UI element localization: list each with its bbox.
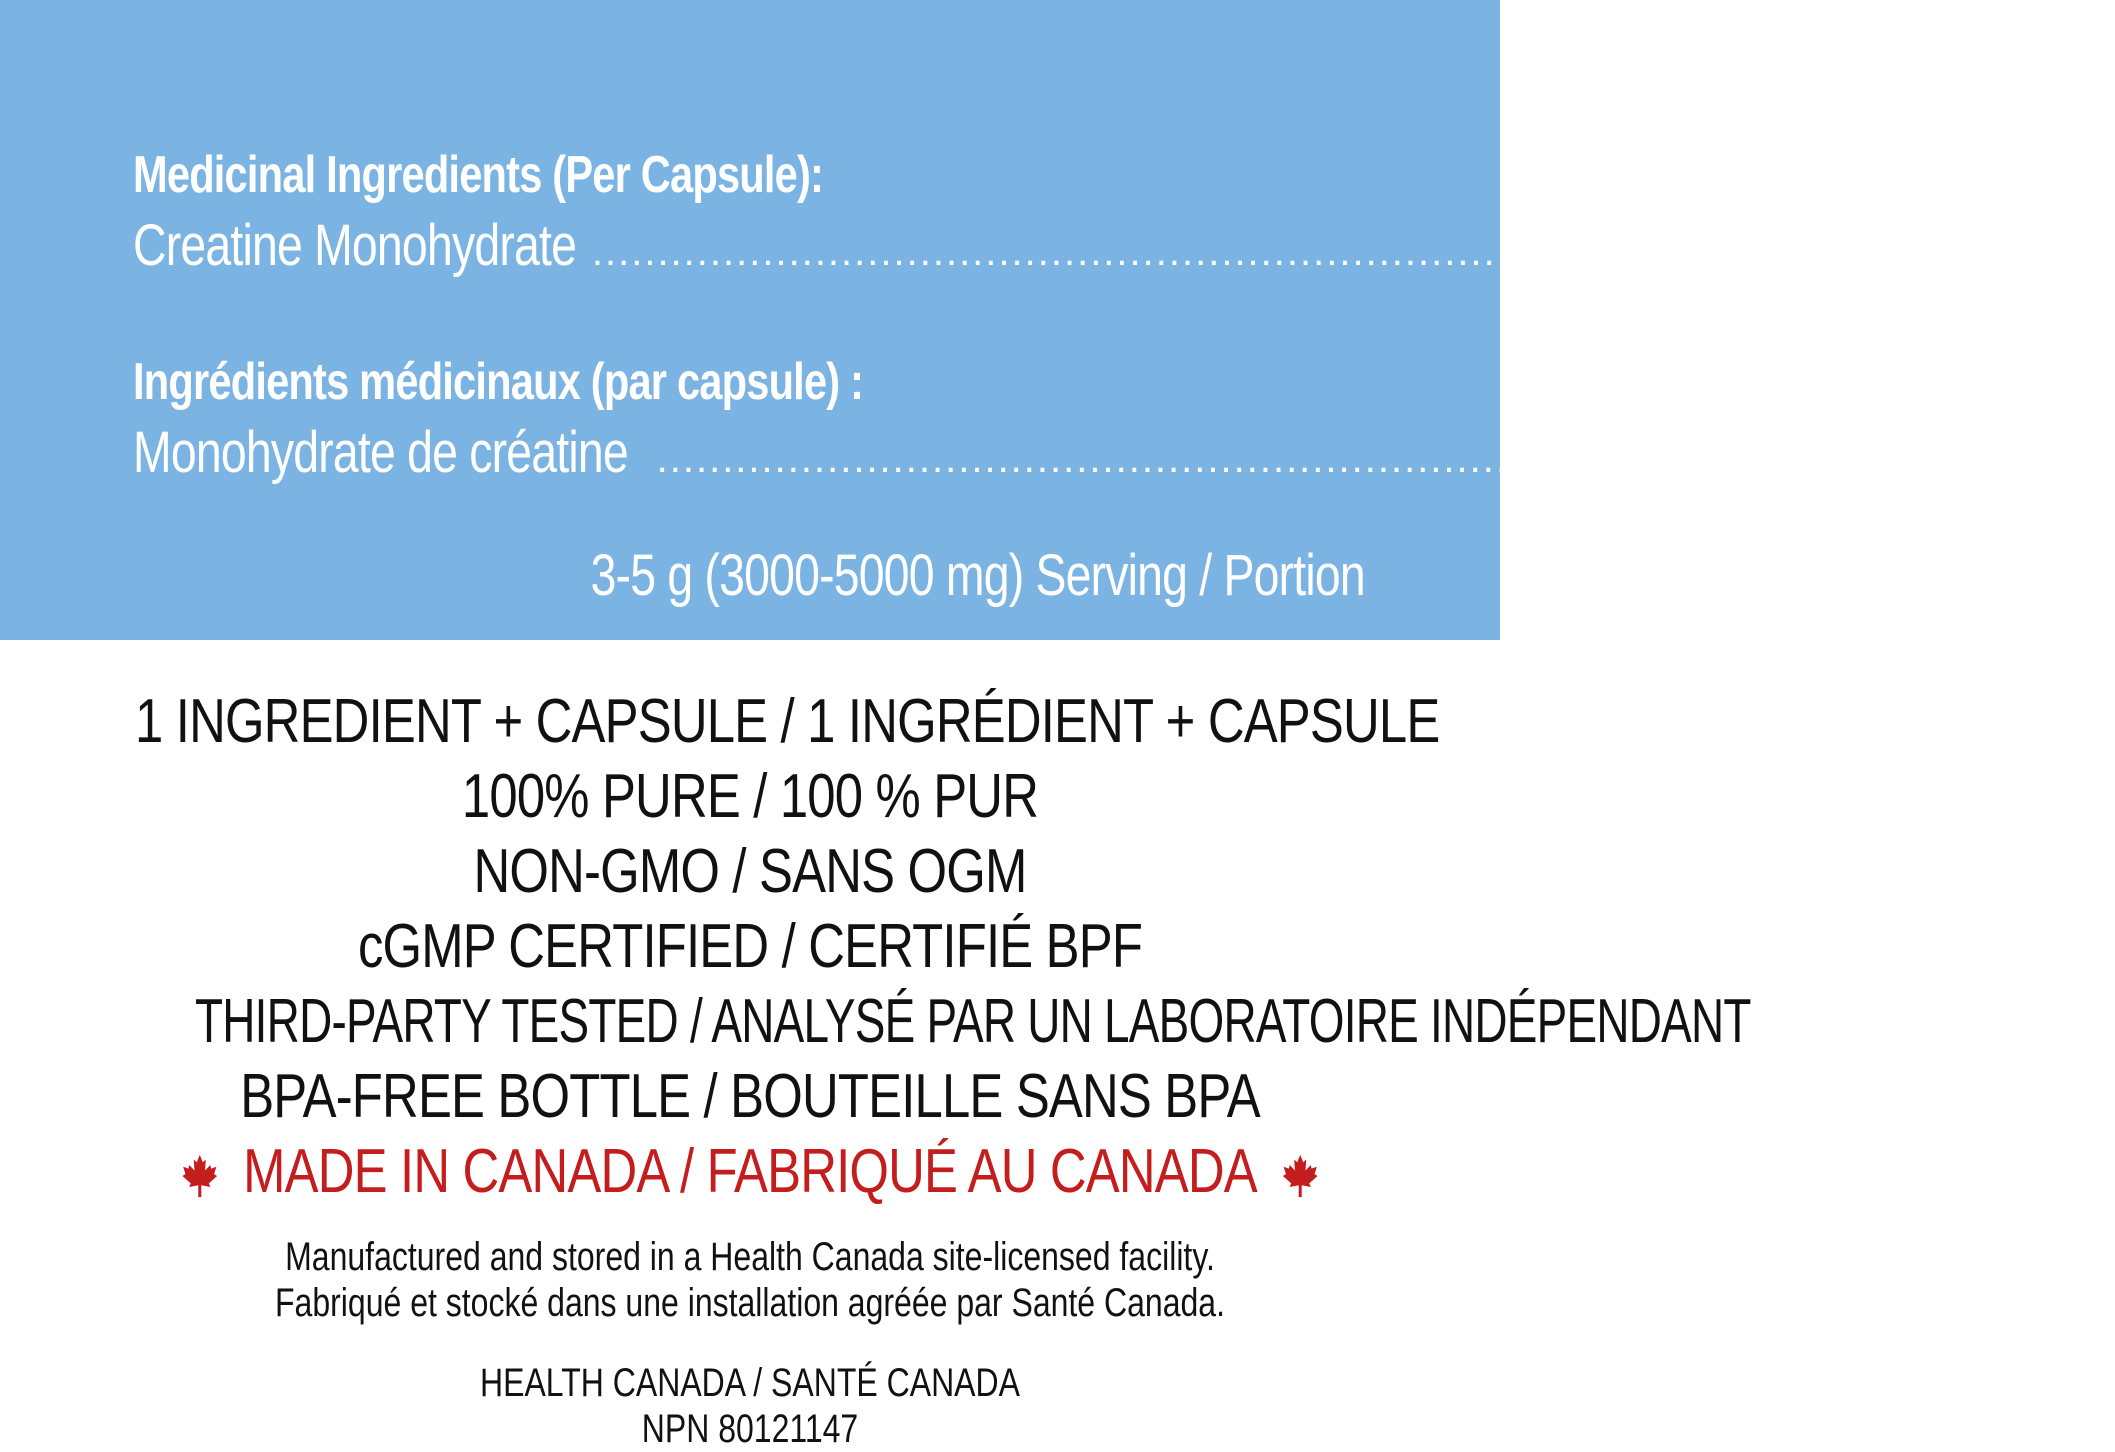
dot-leader: .......................................................................................... — [656, 437, 1837, 481]
health-canada-block — [0, 1360, 1500, 1452]
facility-statement-fr: Fabriqué et stocké dans une installation agréée par Santé Canada. — [275, 1281, 1225, 1325]
health-canada-label: HEALTH CANADA / SANTÉ CANADA — [480, 1361, 1020, 1405]
ingredient-amount-en: 1 g (1000 mg) — [1771, 213, 2051, 278]
ingredients-heading-fr: Ingrédients médicinaux (par capsule) : — [133, 353, 864, 411]
claim-cgmp: cGMP CERTIFIED / CERTIFIÉ BPF — [357, 912, 1143, 981]
made-in-canada-line — [135, 1134, 1365, 1209]
maple-leaf-icon — [1281, 1153, 1319, 1199]
ingredients-heading-en: Medicinal Ingredients (Per Capsule): — [133, 146, 824, 204]
claim-bpa-free: BPA-FREE BOTTLE / BOUTEILLE SANS BPA — [240, 1062, 1260, 1131]
claim-non-gmo: NON-GMO / SANS OGM — [473, 837, 1027, 906]
facility-statement — [0, 1234, 1500, 1326]
product-claims — [0, 684, 1751, 1209]
ingredients-fr — [133, 347, 2115, 495]
maple-leaf-icon — [181, 1153, 219, 1199]
made-in-canada-text: MADE IN CANADA / FABRIQUÉ AU CANADA — [243, 1137, 1257, 1206]
ingredient-name-fr: Monohydrate de créatine — [133, 420, 628, 485]
facility-statement-en: Manufactured and stored in a Health Canada site-licensed facility. — [285, 1235, 1215, 1279]
claim-third-party: THIRD-PARTY TESTED / ANALYSÉ PAR UN LABORATOIRE INDÉPENDANT — [195, 987, 1751, 1056]
claim-pure: 100% PURE / 100 % PUR — [461, 762, 1039, 831]
ingredients-en — [133, 140, 2051, 288]
dot-leader: .......................................................................................... — [591, 230, 1773, 274]
ingredient-name-en: Creatine Monohydrate — [133, 213, 577, 278]
ingredient-row-fr — [133, 417, 2115, 495]
serving-size: 3-5 g (3000-5000 mg) Serving / Portion — [590, 543, 1365, 608]
npn-number: NPN 80121147 — [641, 1407, 859, 1451]
ingredient-row-en — [133, 210, 2051, 288]
ingredients-panel — [0, 0, 2115, 640]
claim-ingredient: 1 INGREDIENT + CAPSULE / 1 INGRÉDIENT + CAPSULE — [135, 687, 1440, 756]
ingredient-amount-fr: 1 g (1000 mg) — [1836, 420, 2115, 485]
